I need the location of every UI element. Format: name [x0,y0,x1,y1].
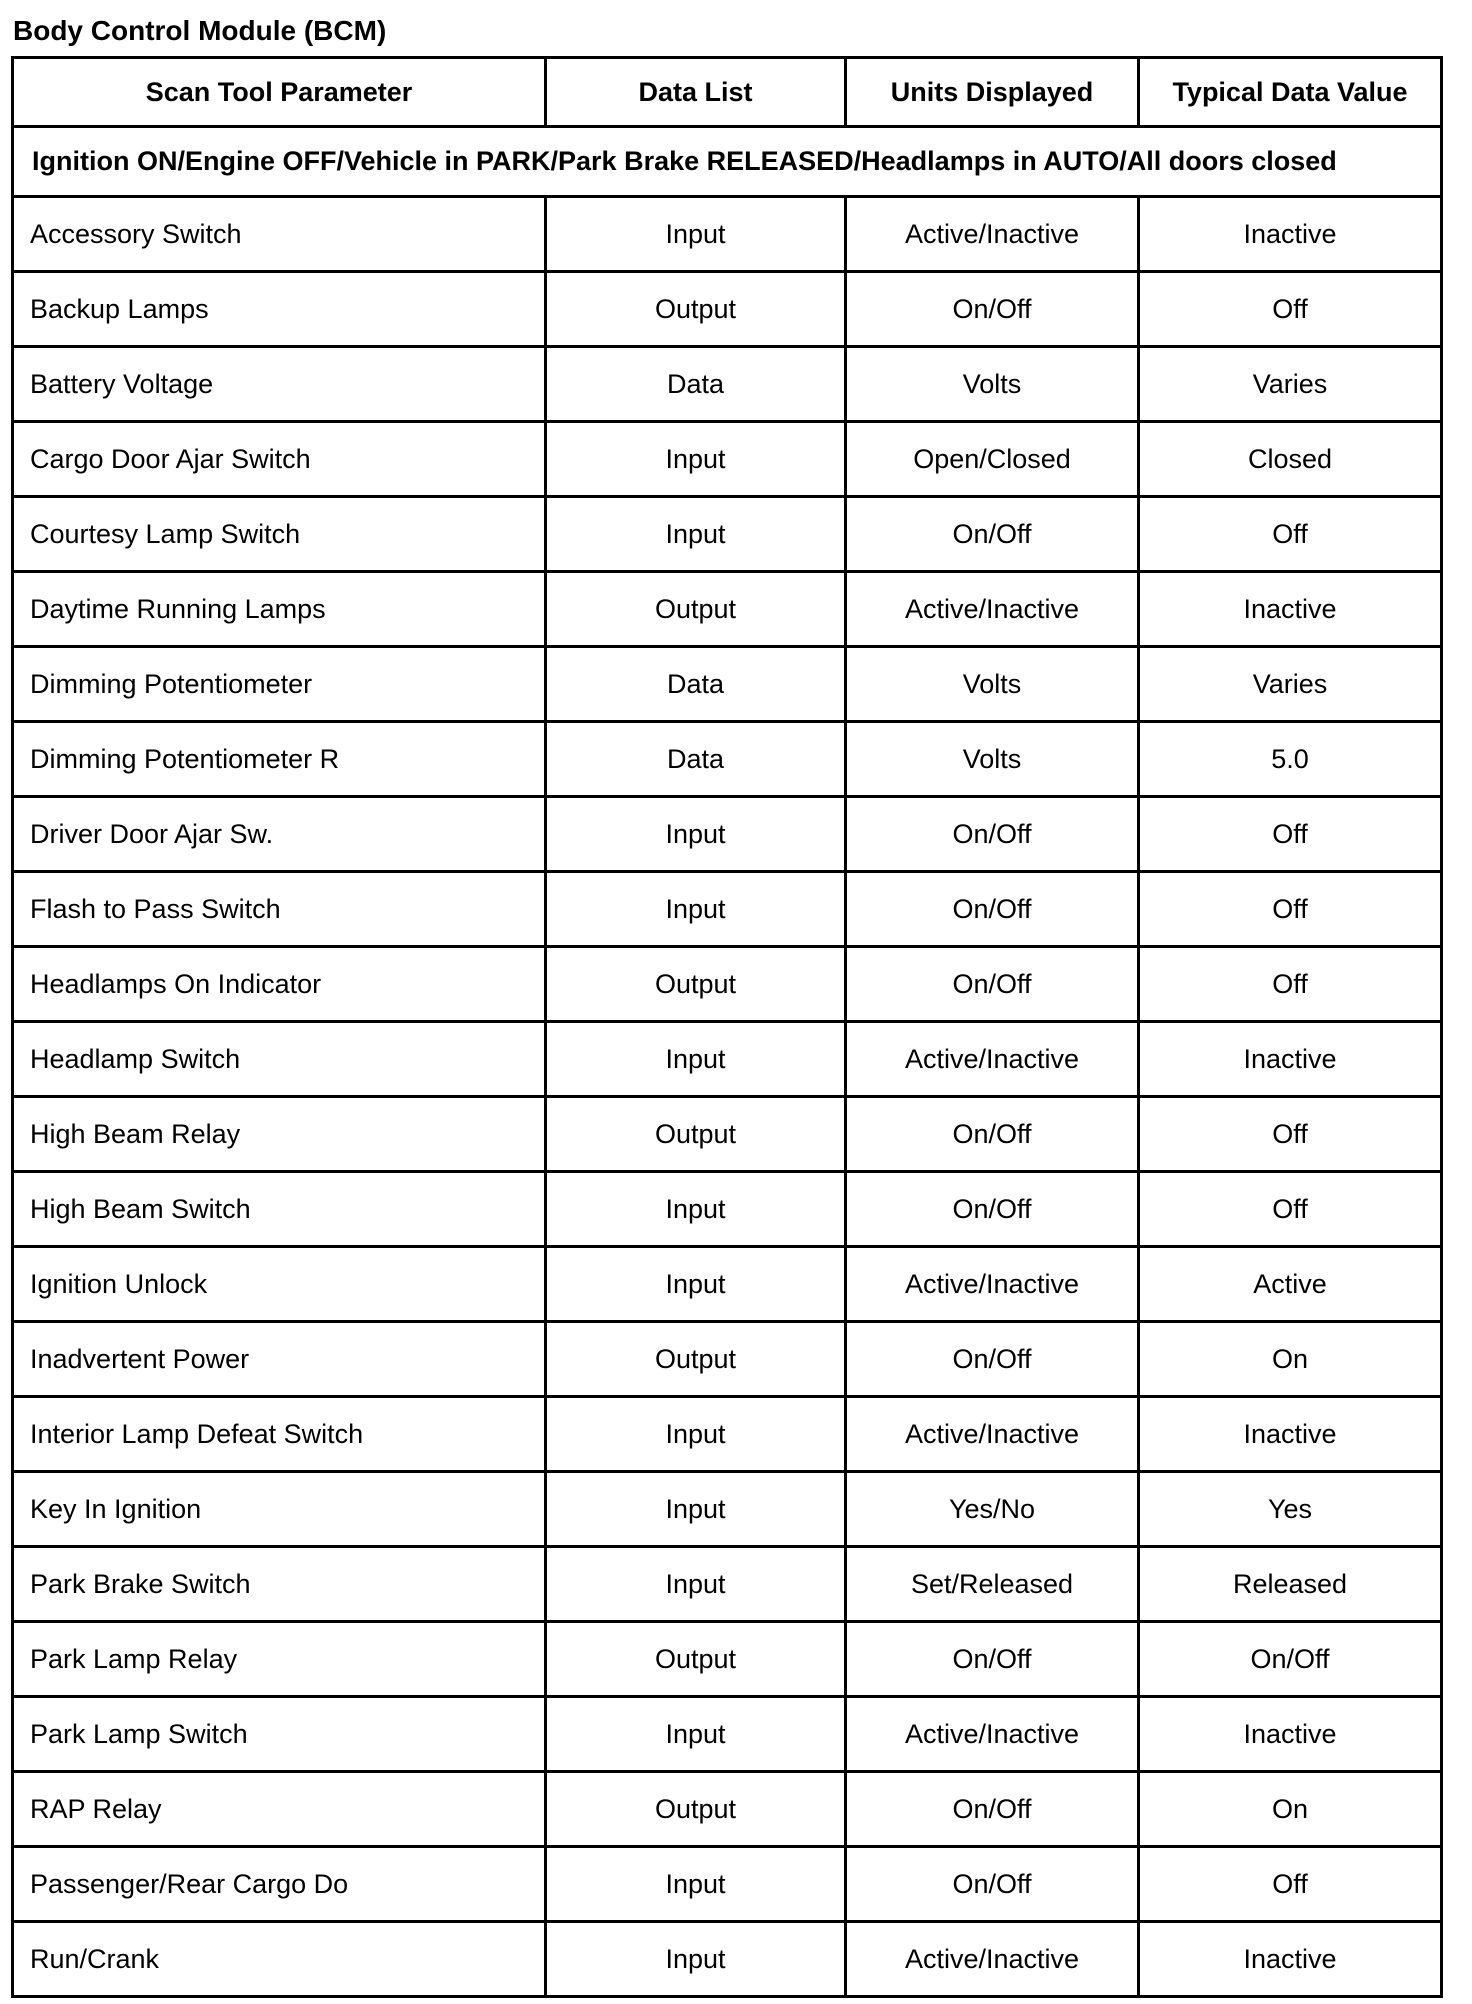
cell-units-displayed: On/Off [846,1172,1139,1247]
table-row [13,1397,1442,1472]
cell-parameter: Cargo Door Ajar Switch [13,422,546,497]
cell-typical-value: On/Off [1139,1622,1442,1697]
table-row [13,497,1442,572]
table-row [13,872,1442,947]
cell-data-list: Input [546,1022,846,1097]
cell-typical-value: On [1139,1772,1442,1847]
cell-typical-value: Inactive [1139,1697,1442,1772]
cell-data-list: Output [546,272,846,347]
cell-data-list: Input [546,1922,846,1997]
cell-data-list: Input [546,1172,846,1247]
table-row [13,572,1442,647]
table-row [13,197,1442,272]
cell-data-list: Input [546,1847,846,1922]
cell-parameter: RAP Relay [13,1772,546,1847]
cell-units-displayed: On/Off [846,1847,1139,1922]
cell-data-list: Data [546,722,846,797]
cell-units-displayed: Volts [846,647,1139,722]
cell-parameter: Key In Ignition [13,1472,546,1547]
cell-units-displayed: Active/Inactive [846,1397,1139,1472]
cell-units-displayed: On/Off [846,497,1139,572]
table-row [13,1247,1442,1322]
cell-data-list: Data [546,647,846,722]
cell-typical-value: Yes [1139,1472,1442,1547]
cell-units-displayed: On/Off [846,797,1139,872]
cell-units-displayed: Active/Inactive [846,1022,1139,1097]
cell-parameter: Courtesy Lamp Switch [13,497,546,572]
table-row [13,722,1442,797]
cell-units-displayed: On/Off [846,272,1139,347]
cell-typical-value: Inactive [1139,197,1442,272]
table-row [13,1772,1442,1847]
cell-units-displayed: Set/Released [846,1547,1139,1622]
cell-typical-value: On [1139,1322,1442,1397]
table-row [13,1697,1442,1772]
cell-units-displayed: Active/Inactive [846,1697,1139,1772]
cell-data-list: Input [546,422,846,497]
table-row [13,947,1442,1022]
table-row [13,1322,1442,1397]
cell-typical-value: Varies [1139,647,1442,722]
cell-units-displayed: On/Off [846,872,1139,947]
cell-parameter: Daytime Running Lamps [13,572,546,647]
cell-parameter: Headlamps On Indicator [13,947,546,1022]
cell-parameter: Backup Lamps [13,272,546,347]
table-row [13,797,1442,872]
table-row [13,1097,1442,1172]
cell-parameter: Inadvertent Power [13,1322,546,1397]
cell-parameter: High Beam Switch [13,1172,546,1247]
table-row [13,1547,1442,1622]
table-row [13,1622,1442,1697]
cell-typical-value: Inactive [1139,1922,1442,1997]
cell-parameter: Passenger/Rear Cargo Do [13,1847,546,1922]
cell-typical-value: Off [1139,872,1442,947]
header-units-displayed: Units Displayed [846,58,1139,127]
cell-typical-value: Off [1139,797,1442,872]
cell-parameter: Flash to Pass Switch [13,872,546,947]
cell-data-list: Output [546,1622,846,1697]
cell-data-list: Output [546,1097,846,1172]
table-row [13,272,1442,347]
cell-parameter: Driver Door Ajar Sw. [13,797,546,872]
bcm-data-table [11,56,1443,1998]
cell-data-list: Output [546,1772,846,1847]
table-row [13,422,1442,497]
cell-parameter: Battery Voltage [13,347,546,422]
cell-units-displayed: On/Off [846,1772,1139,1847]
cell-parameter: Park Lamp Relay [13,1622,546,1697]
cell-data-list: Output [546,1322,846,1397]
cell-data-list: Input [546,797,846,872]
table-row [13,1847,1442,1922]
cell-typical-value: Off [1139,497,1442,572]
cell-data-list: Output [546,947,846,1022]
document-title: Body Control Module (BCM) [13,15,387,46]
cell-parameter: Park Lamp Switch [13,1697,546,1772]
cell-units-displayed: Active/Inactive [846,1247,1139,1322]
cell-units-displayed: Yes/No [846,1472,1139,1547]
table-row [13,1922,1442,1997]
cell-data-list: Input [546,872,846,947]
cell-data-list: Output [546,572,846,647]
cell-typical-value: Inactive [1139,1022,1442,1097]
table-row [13,1472,1442,1547]
cell-typical-value: Closed [1139,422,1442,497]
cell-parameter: Accessory Switch [13,197,546,272]
header-typical-data-value: Typical Data Value [1139,58,1442,127]
cell-typical-value: Off [1139,1172,1442,1247]
cell-parameter: Park Brake Switch [13,1547,546,1622]
cell-units-displayed: On/Off [846,1322,1139,1397]
cell-units-displayed: On/Off [846,1622,1139,1697]
cell-data-list: Input [546,1397,846,1472]
cell-typical-value: Off [1139,1097,1442,1172]
cell-data-list: Input [546,1247,846,1322]
cell-parameter: Run/Crank [13,1922,546,1997]
cell-parameter: Dimming Potentiometer R [13,722,546,797]
cell-parameter: Ignition Unlock [13,1247,546,1322]
table-header-row [13,58,1442,127]
header-scan-tool-parameter: Scan Tool Parameter [13,58,546,127]
cell-data-list: Input [546,197,846,272]
condition-cell: Ignition ON/Engine OFF/Vehicle in PARK/Park Brake RELEASED/Headlamps in AUTO/All doors closed [13,127,1442,197]
cell-typical-value: 5.0 [1139,722,1442,797]
cell-parameter: High Beam Relay [13,1097,546,1172]
cell-data-list: Input [546,497,846,572]
cell-typical-value: Off [1139,1847,1442,1922]
table-row [13,1022,1442,1097]
cell-units-displayed: Volts [846,347,1139,422]
cell-parameter: Headlamp Switch [13,1022,546,1097]
cell-typical-value: Off [1139,272,1442,347]
cell-units-displayed: On/Off [846,1097,1139,1172]
table-row [13,347,1442,422]
cell-typical-value: Off [1139,947,1442,1022]
cell-typical-value: Active [1139,1247,1442,1322]
cell-units-displayed: On/Off [846,947,1139,1022]
cell-data-list: Input [546,1697,846,1772]
cell-typical-value: Inactive [1139,572,1442,647]
cell-parameter: Dimming Potentiometer [13,647,546,722]
cell-typical-value: Released [1139,1547,1442,1622]
header-data-list: Data List [546,58,846,127]
cell-units-displayed: Active/Inactive [846,572,1139,647]
cell-data-list: Input [546,1547,846,1622]
cell-units-displayed: Active/Inactive [846,1922,1139,1997]
cell-units-displayed: Open/Closed [846,422,1139,497]
cell-typical-value: Varies [1139,347,1442,422]
cell-typical-value: Inactive [1139,1397,1442,1472]
table-row [13,1172,1442,1247]
cell-units-displayed: Volts [846,722,1139,797]
cell-data-list: Input [546,1472,846,1547]
table-row [13,647,1442,722]
condition-row [13,127,1442,197]
cell-data-list: Data [546,347,846,422]
cell-parameter: Interior Lamp Defeat Switch [13,1397,546,1472]
cell-units-displayed: Active/Inactive [846,197,1139,272]
